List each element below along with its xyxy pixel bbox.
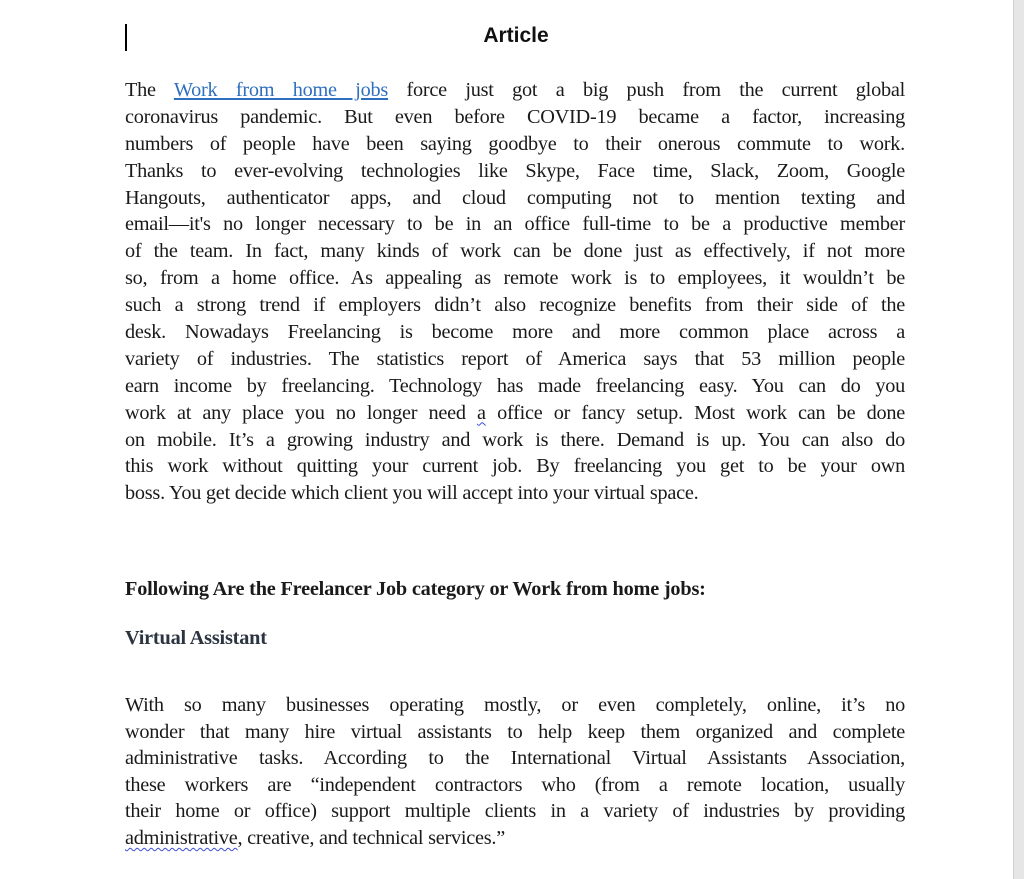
intro-paragraph xyxy=(125,77,905,507)
virtual-assistant-paragraph xyxy=(125,692,905,852)
paragraph-line: work at any place you no longer need a office or fancy setup. Most work can be done xyxy=(125,401,906,424)
paragraph-line: With so many businesses operating mostly, or even completely, online, it’s no xyxy=(125,694,905,716)
work-from-home-jobs-link[interactable]: Work from home jobs xyxy=(173,79,389,101)
paragraph-line: email—it's no longer necessary to be in an office full-time to be a productive member xyxy=(125,213,905,236)
paragraph-line: their home or office) support multiple clients in a variety of industries by providing xyxy=(125,800,905,823)
paragraph-line: desk. Nowadays Freelancing is become more and more common place across a xyxy=(125,321,905,344)
grammar-flagged-word[interactable]: a xyxy=(477,401,486,424)
paragraph-line: variety of industries. The statistics report of America says that 53 million people xyxy=(125,347,905,370)
paragraph-line: numbers of people have been saying goodbye to their onerous commute to work. xyxy=(125,132,905,155)
window-edge xyxy=(1013,0,1024,879)
subheading-virtual-assistant: Virtual Assistant xyxy=(125,627,267,649)
paragraph-line: of the team. In fact, many kinds of work can be done just as effectively, if not more xyxy=(125,240,905,263)
paragraph-line: coronavirus pandemic. But even before COVID-19 became a factor, increasing xyxy=(125,105,905,128)
paragraph-line: boss. You get decide which client you will accept into your virtual space. xyxy=(125,482,699,505)
paragraph-line: these workers are “independent contractors who (from a remote location, usually xyxy=(125,773,905,796)
paragraph-line: such a strong trend if employers didn’t also recognize benefits from their side of the xyxy=(125,294,905,317)
paragraph-line: administrative, creative, and technical services.” xyxy=(125,826,505,849)
paragraph-line: administrative tasks. According to the International Virtual Assistants Association, xyxy=(125,747,905,770)
paragraph-line: so, from a home office. As appealing as remote work is to employees, it wouldn’t be xyxy=(125,267,905,290)
paragraph-line: this work without quitting your current job. By freelancing you get to be your own xyxy=(125,455,905,478)
paragraph-line: Hangouts, authenticator apps, and cloud computing not to mention texting and xyxy=(125,186,905,209)
paragraph-line: earn income by freelancing. Technology has made freelancing easy. You can do you xyxy=(125,374,905,397)
paragraph-line: on mobile. It’s a growing industry and work is there. Demand is up. You can also do xyxy=(125,428,905,451)
paragraph-line: Thanks to ever-evolving technologies like Skype, Face time, Slack, Zoom, Google xyxy=(125,159,905,182)
paragraph-line: wonder that many hire virtual assistants to help keep them organized and complete xyxy=(125,720,905,743)
spelling-flagged-word[interactable]: administrative xyxy=(125,826,238,849)
section-heading: Following Are the Freelancer Job category or Work from home jobs: xyxy=(125,578,706,600)
paragraph-line: The Work from home jobs force just got a big push from the current global xyxy=(125,79,905,101)
document-title: Article xyxy=(483,24,549,47)
